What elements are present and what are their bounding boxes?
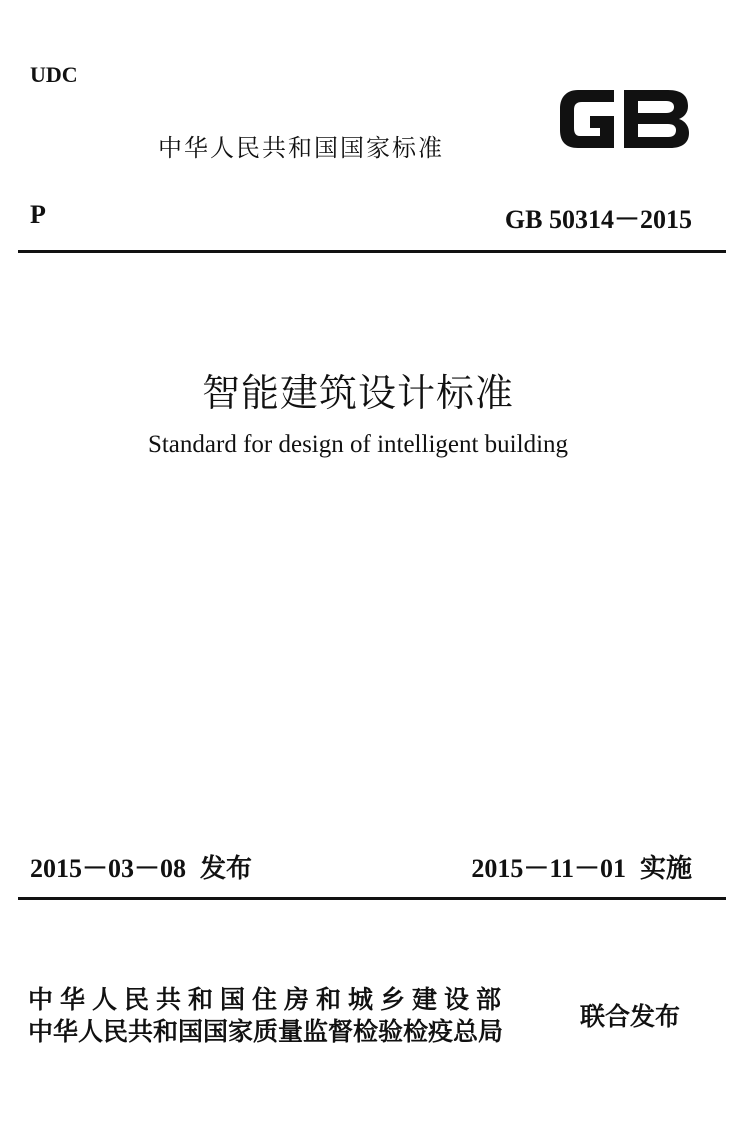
top-divider <box>18 250 726 253</box>
implement-label: 实施 <box>639 854 692 884</box>
issue-date-line <box>30 848 252 885</box>
publisher-aqsiq: 中华人民共和国国家质量监督检验检疫总局 <box>28 1017 504 1046</box>
national-standard-heading: 中华人民共和国国家标准 <box>158 134 444 162</box>
category-code: P <box>30 200 46 229</box>
title-chinese: 智能建筑设计标准 <box>201 373 514 415</box>
issue-label: 发布 <box>200 854 253 884</box>
implement-date-line <box>471 848 692 885</box>
publisher-ministry-housing: 中华人民共和国住房和城乡建设部 <box>28 985 509 1014</box>
gb-logo <box>556 86 692 152</box>
joint-issue-label: 联合发布 <box>580 1002 681 1031</box>
title-english: Standard for design of intelligent building <box>147 431 569 458</box>
implement-date: 2015－11－01 <box>471 854 626 883</box>
udc-label: UDC <box>30 62 78 87</box>
issue-date: 2015－03－08 <box>30 854 187 883</box>
bottom-divider <box>18 897 726 900</box>
standard-number: GB 50314－2015 <box>504 205 692 234</box>
